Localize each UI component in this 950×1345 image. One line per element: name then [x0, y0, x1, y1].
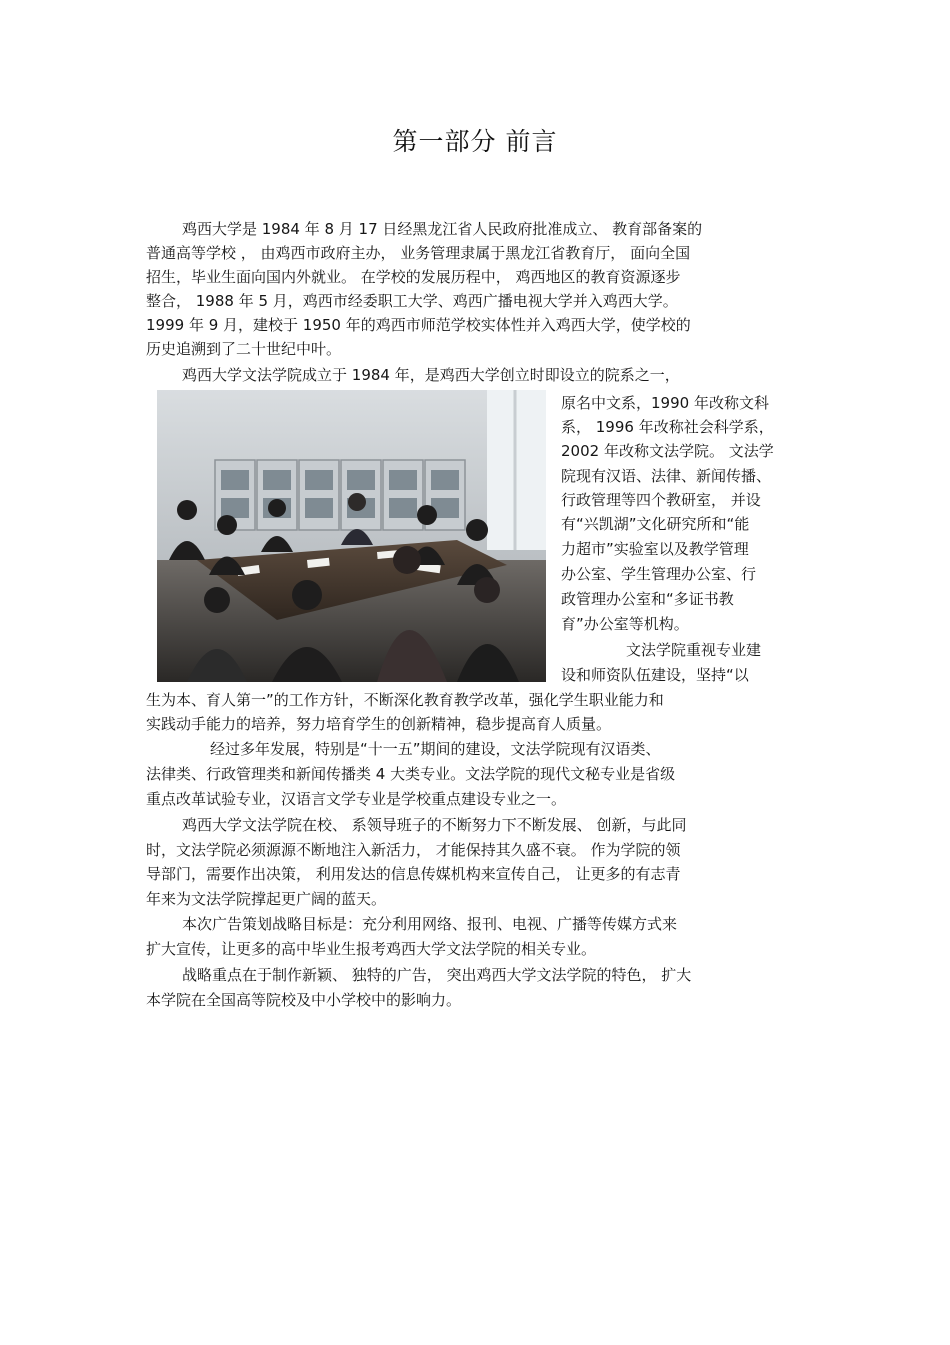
body-line: 时，文法学院必须源源不断地注入新活力， 才能保持其久盛不衰。 作为学院的领 — [146, 841, 681, 859]
body-line: 政管理办公室和“多证书教 — [561, 590, 734, 608]
body-line: 鸡西大学文法学院成立于 1984 年，是鸡西大学创立时即设立的院系之一， — [182, 366, 680, 384]
meeting-photo — [157, 390, 546, 682]
body-line: 生为本、育人第一”的工作方针，不断深化教育教学改革，强化学生职业能力和 — [146, 691, 664, 709]
body-line: 经过多年发展，特别是“十一五”期间的建设，文法学院现有汉语类、 — [210, 740, 661, 758]
meeting-room-illustration — [157, 390, 546, 682]
body-line: 系， 1996 年改称社会科学系， — [561, 418, 774, 436]
body-line: 招生，毕业生面向国内外就业。 在学校的发展历程中， 鸡西地区的教育资源逐步 — [146, 268, 681, 286]
body-line: 本学院在全国高等院校及中小学校中的影响力。 — [146, 991, 462, 1009]
body-line: 导部门，需要作出决策， 利用发达的信息传媒机构来宣传自己， 让更多的有志青 — [146, 865, 681, 883]
body-line: 本次广告策划战略目标是：充分利用网络、报刊、电视、广播等传媒方式来 — [182, 915, 678, 933]
body-line: 力超市”实验室以及教学管理 — [561, 540, 749, 558]
body-line: 行政管理等四个教研室， 并设 — [561, 491, 761, 509]
body-line: 院现有汉语、法律、新闻传播、 — [561, 467, 772, 485]
body-line: 办公室、学生管理办公室、行 — [561, 565, 757, 583]
body-line: 战略重点在于制作新颖、 独特的广告， 突出鸡西大学文法学院的特色， 扩大 — [182, 966, 692, 984]
body-line: 扩大宣传，让更多的高中毕业生报考鸡西大学文法学院的相关专业。 — [146, 940, 597, 958]
body-line: 整合， 1988 年 5 月，鸡西市经委职工大学、鸡西广播电视大学并入鸡西大学。 — [146, 292, 678, 310]
body-line: 1999 年 9 月，建校于 1950 年的鸡西市师范学校实体性并入鸡西大学，使学校的 — [146, 316, 691, 334]
body-line: 重点改革试验专业，汉语言文学专业是学校重点建设专业之一。 — [146, 790, 567, 808]
body-line: 原名中文系，1990 年改称文科 — [561, 394, 769, 412]
body-line: 有“兴凯湖”文化研究所和“能 — [561, 515, 750, 533]
body-line: 设和师资队伍建设，坚持“以 — [561, 666, 749, 684]
body-line: 年来为文法学院撑起更广阔的蓝天。 — [146, 890, 387, 908]
page-title: 第一部分 前言 — [392, 127, 558, 156]
body-line: 鸡西大学文法学院在校、 系领导班子的不断努力下不断发展、 创新，与此同 — [182, 816, 687, 834]
body-line: 鸡西大学是 1984 年 8 月 17 日经黑龙江省人民政府批准成立、 教育部备案的 — [182, 220, 703, 238]
body-line: 历史追溯到了二十世纪中叶。 — [146, 340, 342, 358]
body-line: 育”办公室等机构。 — [561, 615, 689, 633]
body-line: 实践动手能力的培养，努力培育学生的创新精神，稳步提高育人质量。 — [146, 715, 612, 733]
body-line: 2002 年改称文法学院。 文法学 — [561, 442, 774, 460]
body-line: 文法学院重视专业建 — [626, 641, 762, 659]
body-line: 普通高等学校 ， 由鸡西市政府主办， 业务管理隶属于黑龙江省教育厅， 面向全国 — [146, 244, 691, 262]
body-line: 法律类、行政管理类和新闻传播类 4 大类专业。文法学院的现代文秘专业是省级 — [146, 765, 676, 783]
